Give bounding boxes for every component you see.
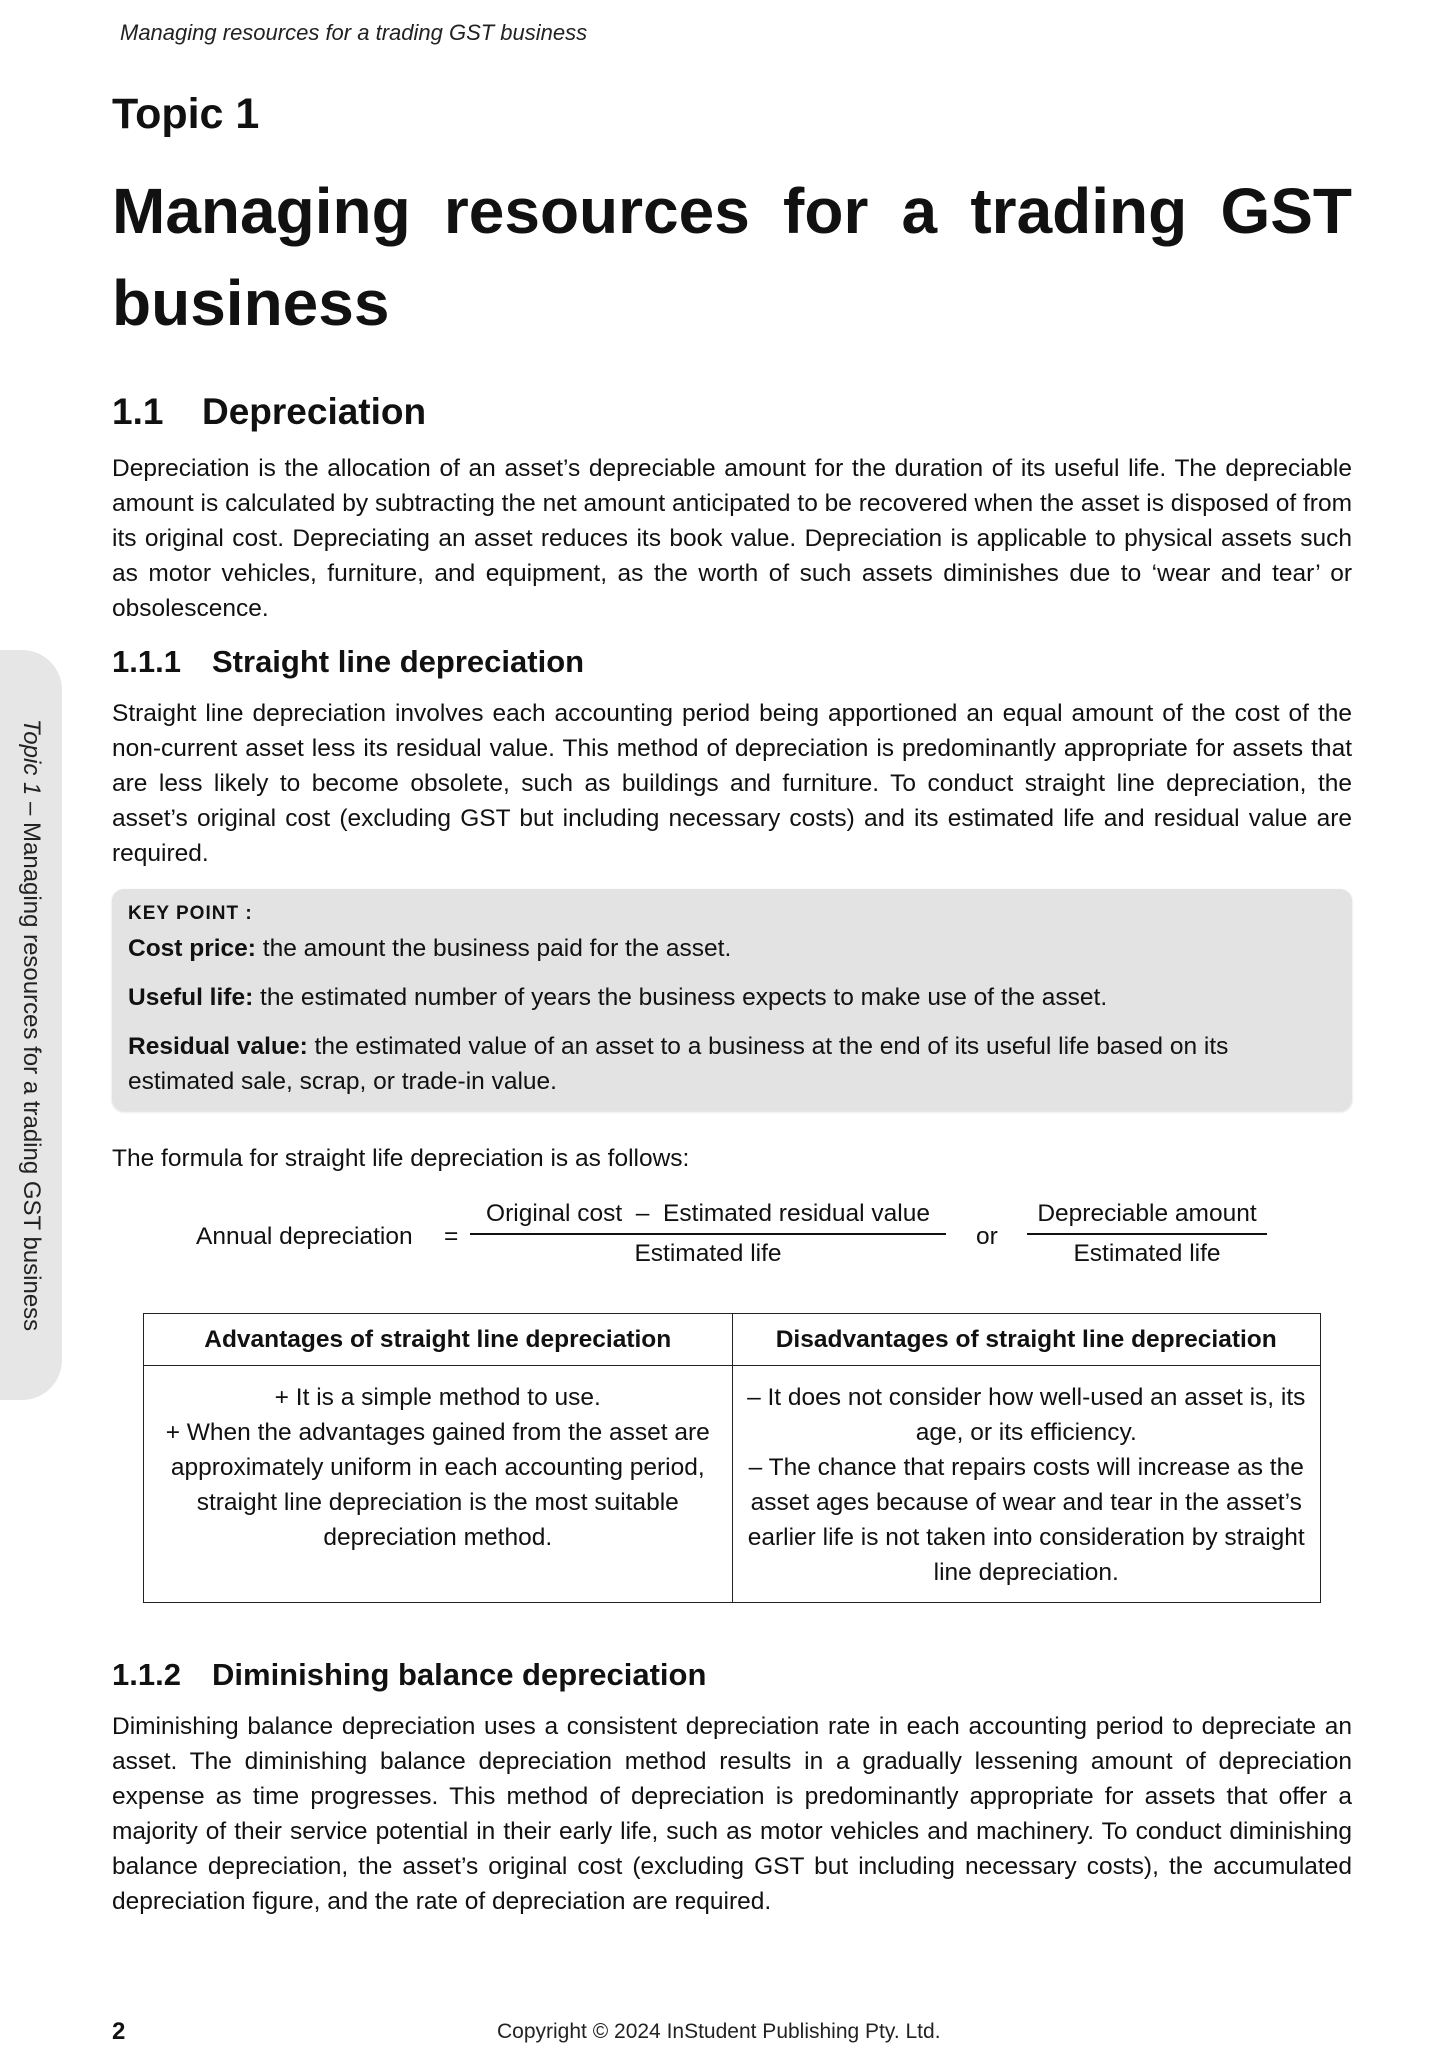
key-definition: the amount the business paid for the asset. [255, 935, 732, 962]
disadvantage-item: – The chance that repairs costs will increase as the asset ages because of wear and tear in the asset’s earlier life is not taken into consideration by straight line depreciation. [747, 1454, 1305, 1586]
formula-equals: = [444, 1223, 459, 1250]
fraction-denominator: Estimated life [634, 1240, 782, 1267]
section-title: Straight line depreciation [212, 644, 585, 679]
key-point-item [128, 980, 1336, 1015]
advantage-item: + When the advantages gained from the asset are approximately uniform in each accounting period, straight line depreciation is the most suitable depreciation method. [165, 1419, 710, 1551]
disadvantage-item: – It does not consider how well-used an asset is, its age, or its efficiency. [747, 1384, 1306, 1446]
page-content [112, 90, 1352, 1937]
side-tab-title: Managing resources for a trading GST business [18, 822, 45, 1332]
disadvantages-cell [732, 1366, 1321, 1603]
fraction-numerator: Depreciable amount [1027, 1199, 1267, 1235]
section-heading-1-1-2 [112, 1657, 1352, 1693]
footer-copyright: Copyright © 2024 InStudent Publishing Pty. Ltd. [497, 2020, 941, 2043]
table-header-row [144, 1314, 1321, 1366]
section-title: Depreciation [202, 391, 427, 432]
fraction-numerator: Original cost – Estimated residual value [470, 1199, 946, 1235]
key-definition: the estimated number of years the business expects to make use of the asset. [253, 984, 1108, 1011]
side-tab-label [17, 719, 45, 1331]
key-point-item [128, 1029, 1336, 1099]
formula-fraction-1 [470, 1199, 946, 1269]
formula-lhs: Annual depreciation [196, 1223, 413, 1250]
side-tab-separator: – [18, 795, 45, 823]
key-term: Cost price: [128, 935, 256, 962]
advantages-header: Advantages of straight line depreciation [144, 1314, 733, 1366]
diminishing-balance-paragraph: Diminishing balance depreciation uses a consistent depreciation rate in each accounting period to depreciate an asset. The diminishing balance depreciation method results in a gradually lessening amount of depreciation expense as time progresses. This method of depreciation is predominantly appropriate for assets that offer a majority of their service potential in their early life, such as motor vehicles and machinery. To conduct diminishing balance depreciation, the asset’s original cost (excluding GST but including necessary costs), the accumulated depreciation figure, and the rate of depreciation are required. [112, 1713, 1352, 1915]
topic-label: Topic 1 [112, 90, 260, 138]
formula-intro: The formula for straight life depreciation is as follows: [112, 1145, 690, 1172]
side-tab-topic: Topic 1 [18, 718, 45, 796]
advantages-cell [144, 1366, 733, 1603]
running-header: Managing resources for a trading GST business [120, 20, 588, 45]
section-number: 1.1.1 [112, 644, 181, 679]
page-number: 2 [112, 2018, 126, 2045]
advantage-item: + It is a simple method to use. [274, 1384, 601, 1411]
section-number: 1.1 [112, 391, 164, 432]
formula-or: or [976, 1223, 998, 1250]
depreciation-formula [112, 1199, 1352, 1279]
section-title: Diminishing balance depreciation [212, 1657, 707, 1692]
section-number: 1.1.2 [112, 1657, 181, 1692]
disadvantages-header: Disadvantages of straight line depreciation [732, 1314, 1321, 1366]
fraction-denominator: Estimated life [1073, 1240, 1221, 1267]
key-point-heading: KEY POINT : [128, 903, 253, 924]
key-term: Residual value: [128, 1033, 308, 1060]
straight-line-paragraph: Straight line depreciation involves each accounting period being apportioned an equal amount of the cost of the non-current asset less its residual value. This method of depreciation is predominantly appropriate for assets that are less likely to become obsolete, such as buildings and furniture. To conduct straight line depreciation, the asset’s original cost (excluding GST but including necessary costs) and its estimated life and residual value are required. [112, 700, 1352, 867]
depreciation-paragraph: Depreciation is the allocation of an asset’s depreciable amount for the duration of its useful life. The depreciable amount is calculated by subtracting the net amount anticipated to be recovered when the asset is disposed of from its original cost. Depreciating an asset reduces its book value. Depreciation is applicable to physical assets such as motor vehicles, furniture, and equipment, as the worth of such assets diminishes due to ‘wear and tear’ or obsolescence. [112, 455, 1352, 622]
table-row [144, 1366, 1321, 1603]
key-term: Useful life: [128, 984, 254, 1011]
formula-fraction-2 [1027, 1199, 1267, 1269]
key-point-box [112, 889, 1352, 1111]
comparison-table [143, 1313, 1321, 1603]
key-definition: the estimated value of an asset to a business at the end of its useful life based on its estimated sale, scrap, or trade-in value. [128, 1033, 1229, 1095]
section-heading-1-1-1 [112, 644, 1352, 680]
page-title: Managing resources for a trading GST business [112, 175, 1352, 339]
section-heading-1-1 [112, 391, 1352, 433]
key-point-item [128, 931, 1336, 966]
